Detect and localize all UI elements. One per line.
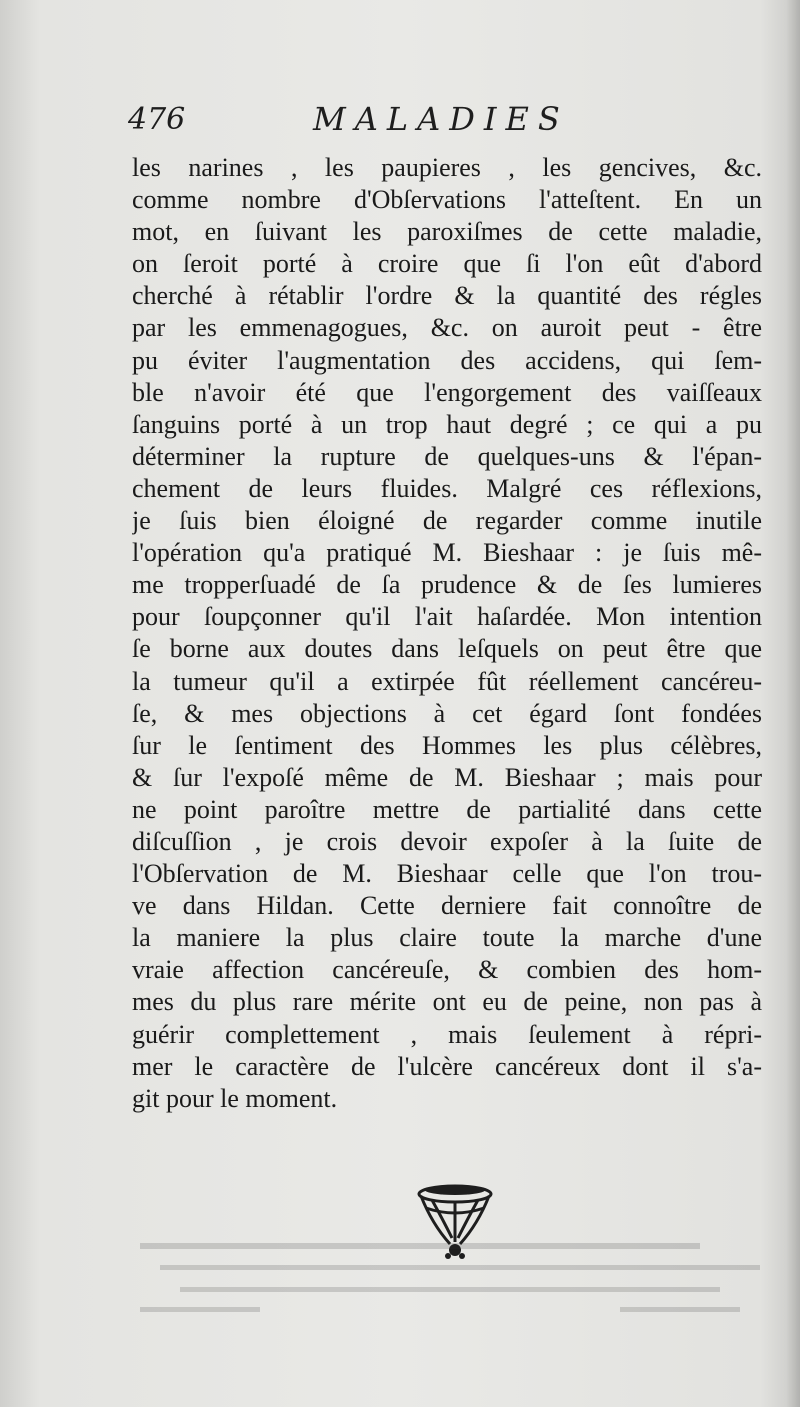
text-line: ve dans Hildan. Cette derniere fait connoître de <box>132 891 762 921</box>
text-line: ble n'avoir été que l'engorgement des vaiſſeaux <box>132 377 762 407</box>
text-line: ſe, & mes objections à cet égard ſont fondées <box>132 698 762 728</box>
text-line: diſcuſſion , je crois devoir expoſer à la ſuite de <box>132 826 762 856</box>
text-line: comme nombre d'Obſervations l'atteſtent. En un <box>132 185 762 215</box>
text-line: l'Obſervation de M. Bieshaar celle que l'on trou- <box>132 859 762 889</box>
text-line: ſur le ſentiment des Hommes les plus célèbres, <box>132 730 762 760</box>
body-text <box>132 152 762 1115</box>
text-line: me tropperſuadé de ſa prudence & de ſes lumieres <box>132 570 762 600</box>
text-line: déterminer la rupture de quelques-uns & l'épan- <box>132 441 762 471</box>
text-line: mes du plus rare mérite ont eu de peine, non pas à <box>132 987 762 1017</box>
text-line: ſe borne aux doutes dans leſquels on peut être que <box>132 634 762 664</box>
text-line: je ſuis bien éloigné de regarder comme inutile <box>132 506 762 536</box>
text-line: la tumeur qu'il a extirpée fût réellement cancéreu- <box>132 666 762 696</box>
text-line: chement de leurs fluides. Malgré ces réflexions, <box>132 473 762 503</box>
text-line: pour ſoupçonner qu'il l'ait haſardée. Mon intention <box>132 602 762 632</box>
text-line: on ſeroit porté à croire que ſi l'on eût d'abord <box>132 249 762 279</box>
show-through-shadow <box>140 1235 760 1315</box>
text-line: mer le caractère de l'ulcère cancéreux dont il s'a- <box>132 1051 762 1081</box>
text-line: ne point paroître mettre de partialité dans cette <box>132 794 762 824</box>
text-line: guérir complettement , mais ſeulement à répri- <box>132 1019 762 1049</box>
text-line: git pour le moment. <box>132 1083 338 1113</box>
text-line: l'opération qu'a pratiqué M. Bieshaar : je ſuis mê- <box>132 538 762 568</box>
text-line: pu éviter l'augmentation des accidens, qui ſem- <box>132 345 762 375</box>
text-line: cherché à rétablir l'ordre & la quantité des régles <box>132 281 762 311</box>
text-line: par les emmenagogues, &c. on auroit peut - être <box>132 313 762 343</box>
text-line: vraie affection cancéreuſe, & combien des hom- <box>132 955 762 985</box>
page-header <box>128 100 768 144</box>
text-line: ſanguins porté à un trop haut degré ; ce qui a pu <box>132 409 762 439</box>
page-number: 476 <box>128 102 186 137</box>
text-line: & ſur l'expoſé même de M. Bieshaar ; mais pour <box>132 762 762 792</box>
text-line: mot, en ſuivant les paroxiſmes de cette maladie, <box>132 217 762 247</box>
running-head: MALADIES <box>313 100 569 138</box>
text-line: les narines , les paupieres , les gencives, &c. <box>132 153 762 182</box>
text-line: la maniere la plus claire toute la marche d'une <box>132 923 762 953</box>
page-edge-shadow <box>786 0 800 1407</box>
